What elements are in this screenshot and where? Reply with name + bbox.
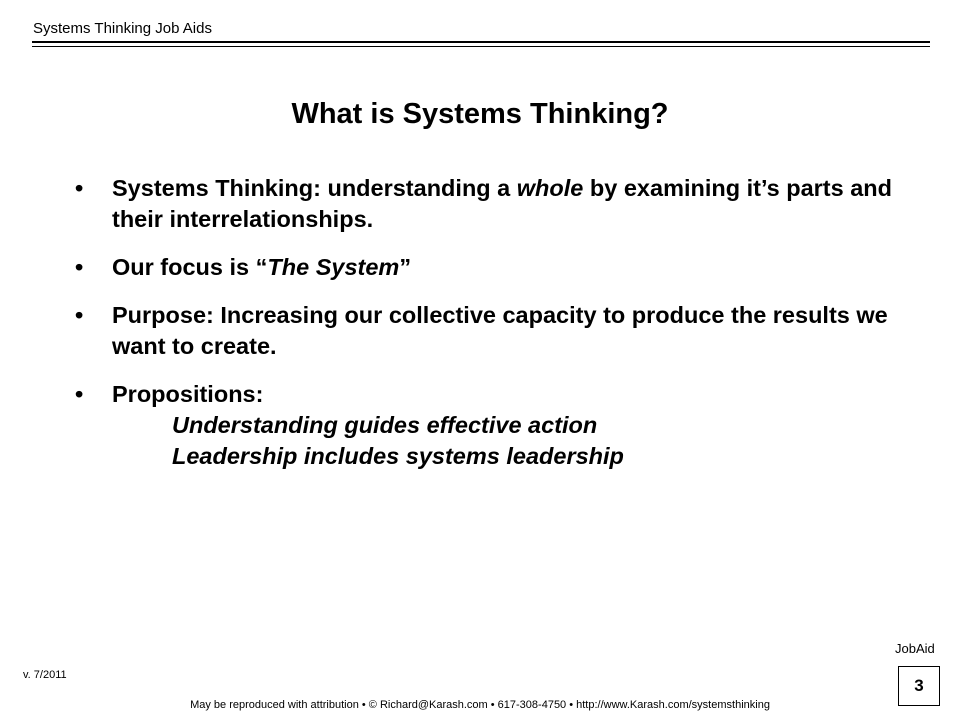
proposition-line: Leadership includes systems leadership (172, 443, 624, 469)
header-rule-thin (32, 46, 930, 47)
bullet-text: Purpose: Increasing our collective capacity to produce the results we want to create. (112, 302, 888, 359)
slide-title: What is Systems Thinking? (291, 98, 669, 130)
bullet-propositions (75, 379, 905, 472)
bullet-list (75, 173, 905, 489)
bullet-dot: • (75, 254, 84, 280)
page-number: 3 (914, 676, 924, 695)
bullet-text: ” (399, 254, 412, 280)
bullet-dot: • (75, 175, 84, 201)
bullet-emphasis: whole (516, 175, 584, 201)
bullet-label: Propositions: (112, 381, 264, 407)
header-title: Systems Thinking Job Aids (33, 20, 212, 37)
header-rule-thick (32, 41, 930, 43)
proposition-line: Understanding guides effective action (172, 412, 598, 438)
bullet-focus (75, 252, 905, 283)
bullet-text: Our focus is “ (112, 254, 268, 280)
version-label: v. 7/2011 (23, 669, 67, 681)
jobaid-label: JobAid (895, 641, 935, 656)
bullet-emphasis: The System (267, 254, 400, 280)
bullet-definition (75, 173, 905, 235)
bullet-text: Systems Thinking: understanding a (112, 175, 517, 201)
bullet-dot: • (75, 302, 84, 328)
footer-attribution: May be reproduced with attribution • © Richard@Karash.com • 617-308-4750 • http://www.Karash.com/systemsthinking (190, 699, 770, 711)
bullet-dot: • (75, 381, 84, 407)
bullet-purpose (75, 300, 905, 362)
bullet-text: by examining it’s parts and their interrelationships. (112, 175, 892, 232)
